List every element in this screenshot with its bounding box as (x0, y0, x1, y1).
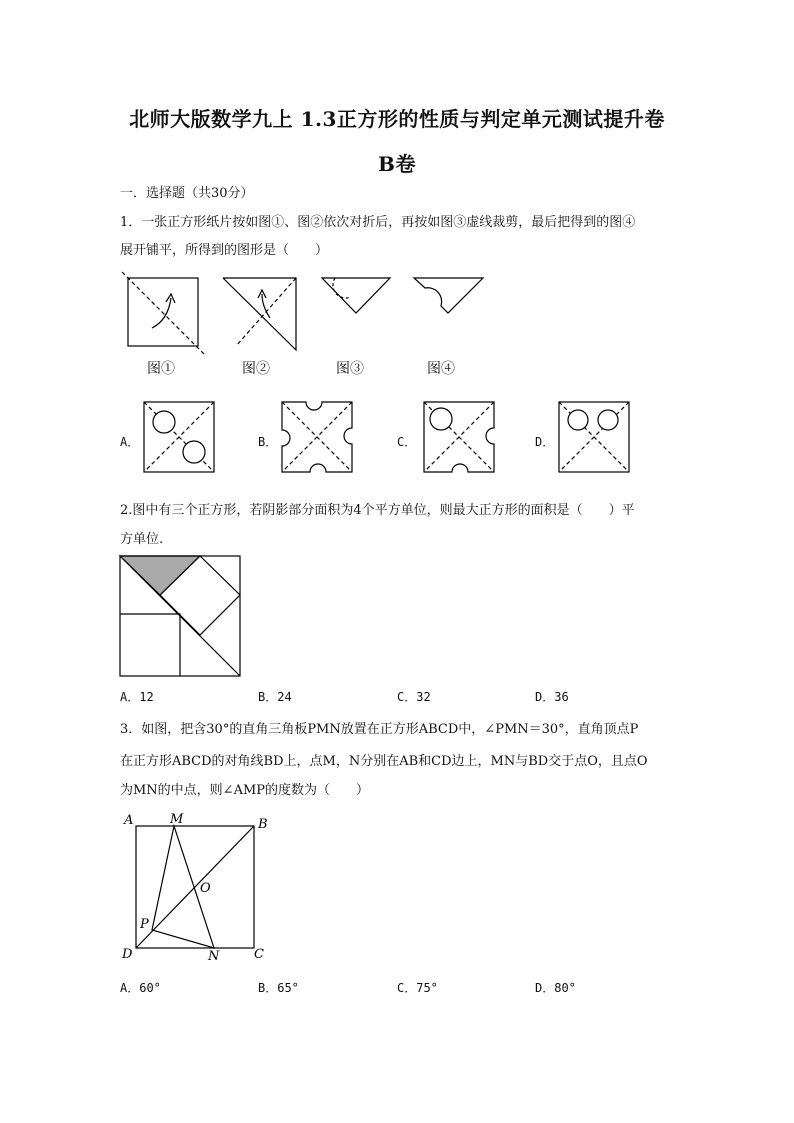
fold-figure-3 (322, 278, 390, 313)
q2-option-d[interactable]: D．36 (535, 690, 569, 704)
page-subtitle: B卷 (378, 152, 416, 176)
point-label-o: O (200, 881, 211, 896)
fold-figure-4 (414, 278, 483, 313)
q2-squares-figure (110, 548, 250, 683)
option-b-figure[interactable] (282, 402, 352, 472)
point-label-d: D (122, 947, 133, 962)
q3-text-line2: 在正方形ABCD的对角线BD上，点M，N分别在AB和CD边上，MN与BD交于点O，且点O (120, 754, 648, 769)
q1-fold-figures (0, 260, 794, 360)
point-label-c: C (254, 947, 264, 962)
q2-option-c[interactable]: C．32 (397, 690, 431, 704)
q2-text-line2: 方单位. (120, 532, 164, 547)
section-heading: 一．选择题（共30分） (120, 186, 254, 201)
q1-text-line1: 1．一张正方形纸片按如图①、图②依次对折后，再按如图③虚线裁剪，最后把得到的图④ (120, 215, 636, 230)
q1-text-line2: 展开铺平，所得到的图形是（ ） (120, 243, 329, 258)
fold-figure-2 (223, 278, 296, 350)
fig4-caption: 图④ (427, 361, 455, 377)
q1-option-c-label[interactable]: C． (397, 435, 417, 449)
q2-option-b[interactable]: B．24 (258, 690, 292, 704)
q3-text-line1: 3．如图，把含30°的直角三角板PMN放置在正方形ABCD中，∠PMN＝30°，直角顶点P (120, 722, 639, 737)
q1-option-d-label[interactable]: D． (535, 435, 555, 449)
option-a-figure[interactable] (144, 402, 214, 472)
diagonal-bd (136, 826, 254, 948)
fig2-caption: 图② (242, 361, 270, 377)
fig1-caption: 图① (147, 361, 175, 377)
q1-option-a-label[interactable]: A． (120, 435, 140, 449)
q3-option-d[interactable]: D．80° (535, 981, 576, 995)
point-label-b: B (258, 817, 268, 832)
q3-square-figure (110, 806, 280, 966)
q3-option-b[interactable]: B．65° (258, 981, 299, 995)
page-title: 北师大版数学九上 1.3正方形的性质与判定单元测试提升卷 (129, 107, 665, 131)
point-label-p: P (140, 917, 149, 932)
q2-text-line1: 2.图中有三个正方形，若阴影部分面积为4个平方单位，则最大正方形的面积是（ ）平 (120, 503, 635, 518)
option-c-figure[interactable] (424, 402, 494, 472)
q3-text-line3: 为MN的中点，则∠AMP的度数为（ ） (120, 783, 370, 798)
point-label-m: M (170, 812, 184, 827)
q3-option-c[interactable]: C．75° (397, 981, 438, 995)
fig3-caption: 图③ (336, 361, 364, 377)
bottom-left-square (120, 614, 180, 676)
point-label-n: N (208, 949, 220, 964)
q1-option-b-label[interactable]: B． (258, 435, 278, 449)
option-d-figure[interactable] (559, 402, 629, 472)
q2-option-a[interactable]: A．12 (120, 690, 154, 704)
shaded-triangle (120, 556, 200, 595)
fold-figure-1 (122, 272, 204, 354)
point-label-a: A (124, 813, 134, 828)
q3-option-a[interactable]: A．60° (120, 981, 161, 995)
